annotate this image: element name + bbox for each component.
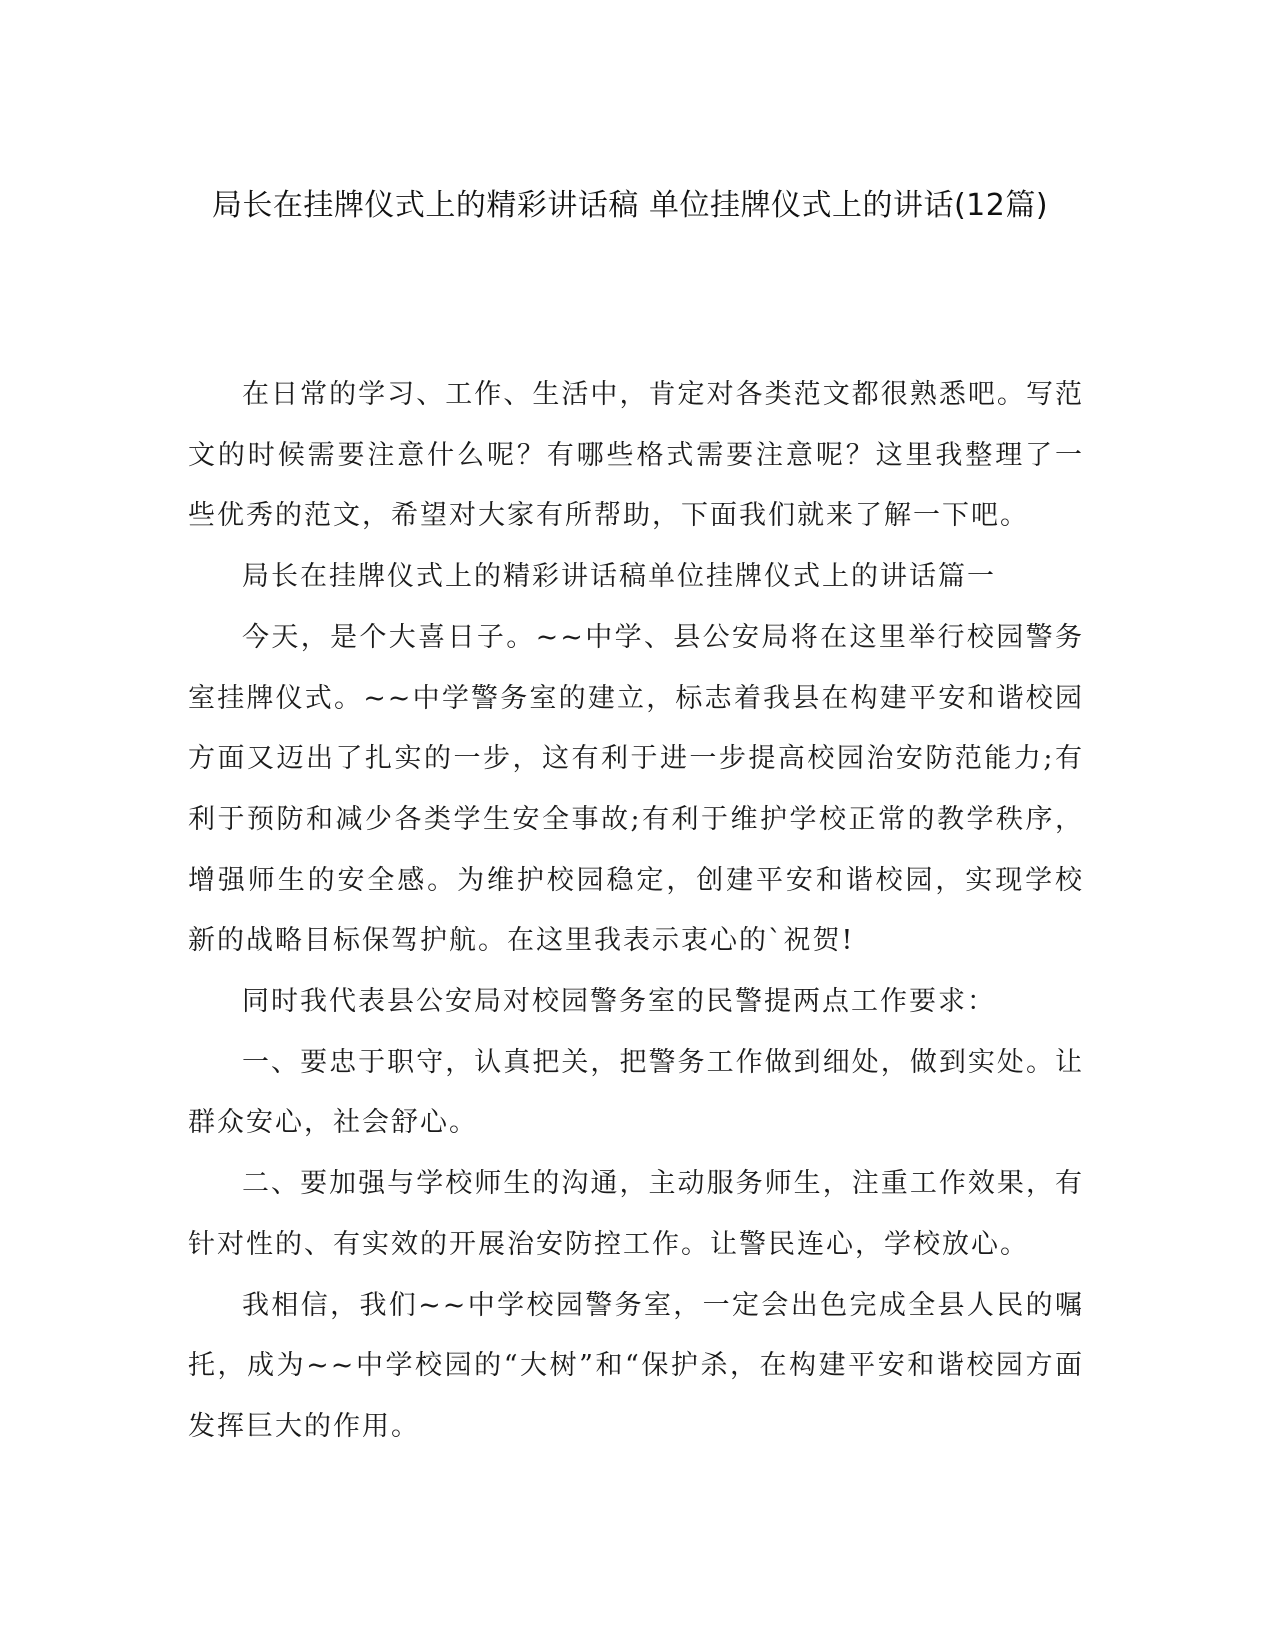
paragraph-requirement-one: 一、要忠于职守，认真把关，把警务工作做到细处，做到实处。让群众安心，社会舒心。 [188, 1046, 1084, 1139]
paragraph-opening: 今天，是个大喜日子。~~中学、县公安局将在这里举行校园警务室挂牌仪式。~~中学警务室的建立，标志着我县在构建平安和谐校园方面又迈出了扎实的一步，这有利于进一步提高校园治安防范能力;有利于预防和减少各类学生安全事故;有利于维护学校正常的教学秩序，增强师生的安全感。为维护校园稳定，创建平安和谐校园，实现学校新的战略目标保驾护航。在这里我表示衷心的`祝贺! [188, 621, 1084, 957]
document-title: 局长在挂牌仪式上的精彩讲话稿 单位挂牌仪式上的讲话(12篇) [211, 188, 1049, 223]
paragraph-section-heading: 局长在挂牌仪式上的精彩讲话稿单位挂牌仪式上的讲话篇一 [242, 561, 996, 593]
document-body [188, 365, 1084, 1458]
paragraph-closing: 我相信，我们~~中学校园警务室，一定会出色完成全县人民的嘱托，成为~~中学校园的“大树”和“保护杀，在构建平安和谐校园方面发挥巨大的作用。 [188, 1289, 1084, 1442]
paragraph-requirements-intro: 同时我代表县公安局对校园警务室的民警提两点工作要求： [242, 986, 996, 1018]
paragraph-intro: 在日常的学习、工作、生活中，肯定对各类范文都很熟悉吧。写范文的时候需要注意什么呢？有哪些格式需要注意呢？这里我整理了一些优秀的范文，希望对大家有所帮助，下面我们就来了解一下吧。 [188, 379, 1084, 532]
paragraph-requirement-two: 二、要加强与学校师生的沟通，主动服务师生，注重工作效果，有针对性的、有实效的开展治安防控工作。让警民连心，学校放心。 [188, 1168, 1084, 1260]
